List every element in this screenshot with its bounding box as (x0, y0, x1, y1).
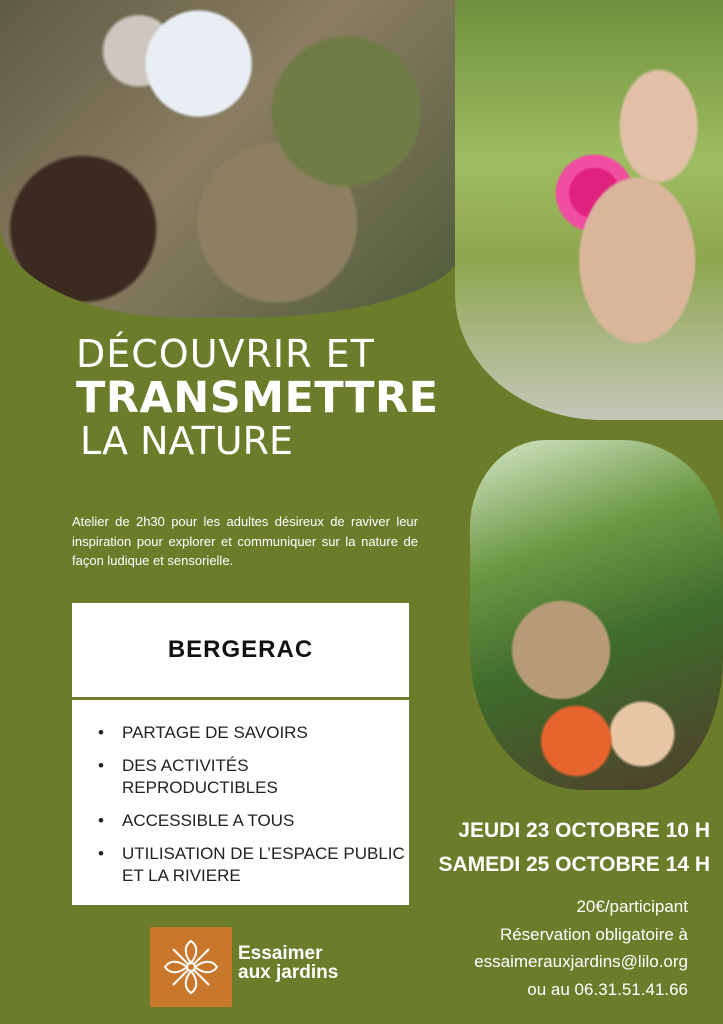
reservation-text: Réservation obligatoire à (499, 924, 688, 944)
brand-name (238, 944, 338, 983)
dates-block (410, 814, 710, 881)
date-line: JEUDI 23 OCTOBRE 10 H (458, 819, 710, 842)
title-line-1: DÉCOUVRIR ET (76, 332, 375, 376)
info-block (420, 893, 688, 1003)
leaf-mandala-icon (161, 937, 221, 997)
brand-line-2: aux jardins (238, 962, 339, 984)
photo-hand-pink-flower (455, 0, 723, 420)
photo-forest-workshop (470, 440, 723, 790)
main-title (76, 334, 466, 463)
feature-item: • UTILISATION DE L’ESPACE PUBLIC ET LA RIVIERE (122, 843, 409, 887)
title-line-2: TRANSMETTRE (76, 372, 439, 423)
photo-children-nature (0, 0, 462, 318)
phone-text: ou au 06.31.51.41.66 (527, 979, 688, 999)
location-box (72, 603, 409, 697)
brand-line-1: Essaimer (238, 943, 323, 964)
description: Atelier de 2h30 pour les adultes désireux de raviver leur inspiration pour explorer et communiquer sur la nature de façon ludique et sensorielle. (72, 514, 418, 568)
features-box (72, 700, 409, 905)
title-line-3: LA NATURE (80, 418, 294, 463)
feature-item: • ACCESSIBLE A TOUS (122, 810, 409, 832)
date-line: SAMEDI 25 OCTOBRE 14 H (438, 852, 710, 876)
location-label: BERGERAC (167, 636, 314, 663)
essaimer-logo-icon (150, 927, 232, 1007)
price-text: 20€/participant (576, 897, 688, 916)
feature-item: • DES ACTIVITÉS REPRODUCTIBLES (122, 755, 409, 799)
email-text: essaimeraux​jardins@lilo.org (474, 952, 688, 972)
feature-item: • PARTAGE DE SAVOIRS (122, 722, 409, 744)
